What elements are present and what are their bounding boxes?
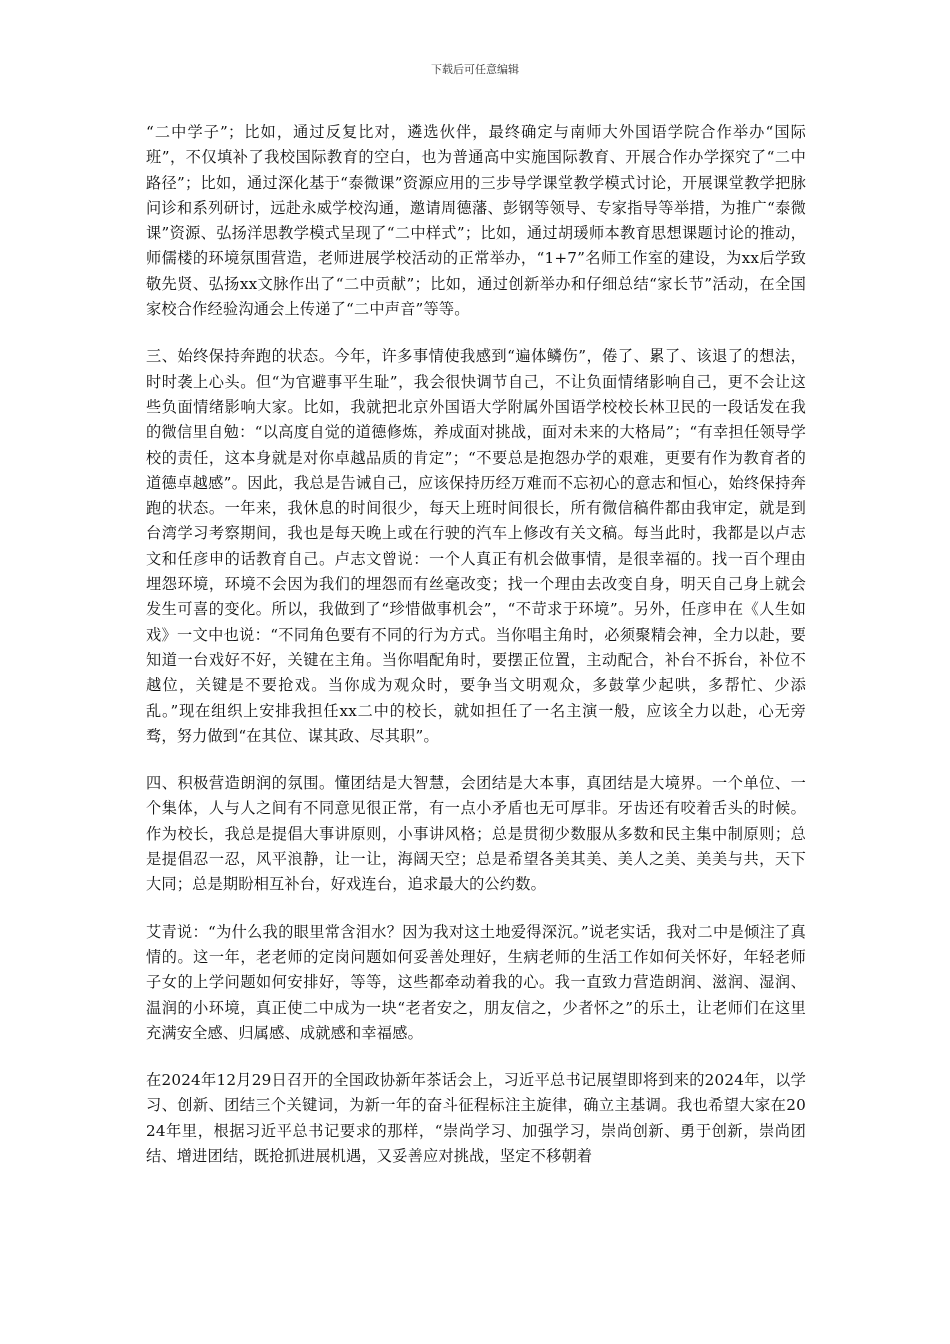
- paragraph-section-four: 四、积极营造朗润的氛围。懂团结是大智慧，会团结是大本事，真团结是大境界。一个单位、一个集体，人与人之间有不同意见很正常，有一点小矛盾也无可厚非。牙齿还有咬着舌头的时候。作为校长，我总是提倡大事讲原则，小事讲风格；总是贯彻少数服从多数和民主集中制原则；总是提倡忍一忍，风平浪静，让一让，海阔天空；总是希望各美其美、美人之美、美美与共，天下大同；总是期盼相互补台，好戏连台，追求最大的公约数。: [146, 774, 806, 894]
- document-body: [146, 120, 806, 1191]
- page-header: 下载后可任意编辑: [431, 63, 519, 76]
- paragraph-section-three: 三、始终保持奔跑的状态。今年，许多事情使我感到“遍体鳞伤”，倦了、累了、该退了的想法，时时袭上心头。但“为官避事平生耻”，我会很快调节自己，不让负面情绪影响自己，更不会让这些负面情绪影响大家。比如，我就把北京外国语大学附属外国语学校校长林卫民的一段话发在我的微信里自勉：“以高度自觉的道德修炼，养成面对挑战，面对未来的大格局”；“有幸担任领导学校的责任，这本身就是对你卓越品质的肯定”；“不要总是抱怨办学的艰难，更要有作为教育者的道德卓越感”。因此，我总是告诫自己，应该保持历经万难而不忘初心的意志和恒心，始终保持奔跑的状态。一年来，我休息的时间很少，每天上班时间很长，所有微信稿件都由我审定，就是到台湾学习考察期间，我也是每天晚上或在行驶的汽车上修改有关文稿。每当此时，我都是以卢志文和任彦申的话教育自己。卢志文曾说：一个人真正有机会做事情，是很幸福的。找一百个理由埋怨环境，环境不会因为我们的埋怨而有丝毫改变；找一个理由去改变自身，明天自己身上就会发生可喜的变化。所以，我做到了“珍惜做事机会”，“不苛求于环境”。另外，任彦申在《人生如戏》一文中也说：“不同角色要有不同的行为方式。当你唱主角时，必须聚精会神，全力以赴，要知道一台戏好不好，关键在主角。当你唱配角时，要摆正位置，主动配合，补台不拆台，补位不越位，关键是不要抢戏。当你成为观众时，要争当文明观众，多鼓掌少起哄，多帮忙、少添乱。”现在组织上安排我担任xx二中的校长，就如担任了一名主演一般，应该全力以赴，心无旁骛，努力做到“在其位、谋其政、尽其职”。: [146, 347, 806, 745]
- paragraph-ai-qing-quote: 艾青说：“为什么我的眼里常含泪水？因为我对这土地爱得深沉。”说老实话，我对二中是倾注了真情的。这一年，老老师的定岗问题如何妥善处理好，生病老师的生活工作如何关怀好，年轻老师子女的上学问题如何安排好，等等，这些都牵动着我的心。我一直致力营造朗润、滋润、湿润、温润的小环境，真正使二中成为一块“老者安之，朋友信之，少者怀之”的乐土，让老师们在这里充满安全感、归属感、成就感和幸福感。: [146, 922, 806, 1042]
- paragraph-examples: “二中学子”；比如，通过反复比对，遴选伙伴，最终确定与南师大外国语学院合作举办“国际班”，不仅填补了我校国际教育的空白，也为普通高中实施国际教育、开展合作办学探究了“二中路径”；比如，通过深化基于“泰微课”资源应用的三步导学课堂教学模式讨论，开展课堂教学把脉问诊和系列研讨，远赴永威学校沟通，邀请周德藩、彭钢等领导、专家指导等举措，为推广“泰微课”资源、弘扬洋思教学模式呈现了“二中样式”；比如，通过胡瑗师本教育思想课题讨论的推动，师儒楼的环境氛围营造，老师进展学校活动的正常举办，“1+7”名师工作室的建设，为xx后学致敬先贤、弘扬xx文脉作出了“二中贡献”；比如，通过创新举办和仔细总结“家长节”活动，在全国家校合作经验沟通会上传递了“二中声音”等等。: [146, 123, 806, 319]
- paragraph-new-year-outlook: 在2024年12月29日召开的全国政协新年茶话会上，习近平总书记展望即将到来的2024年，以学习、创新、团结三个关键词，为新一年的奋斗征程标注主旋律，确立主基调。我也希望大家在2024年里，根据习近平总书记要求的那样，“崇尚学习、加强学习，崇尚创新、勇于创新，崇尚团结、增进团结，既抢抓进展机遇，又妥善应对挑战，坚定不移朝着: [146, 1071, 806, 1165]
